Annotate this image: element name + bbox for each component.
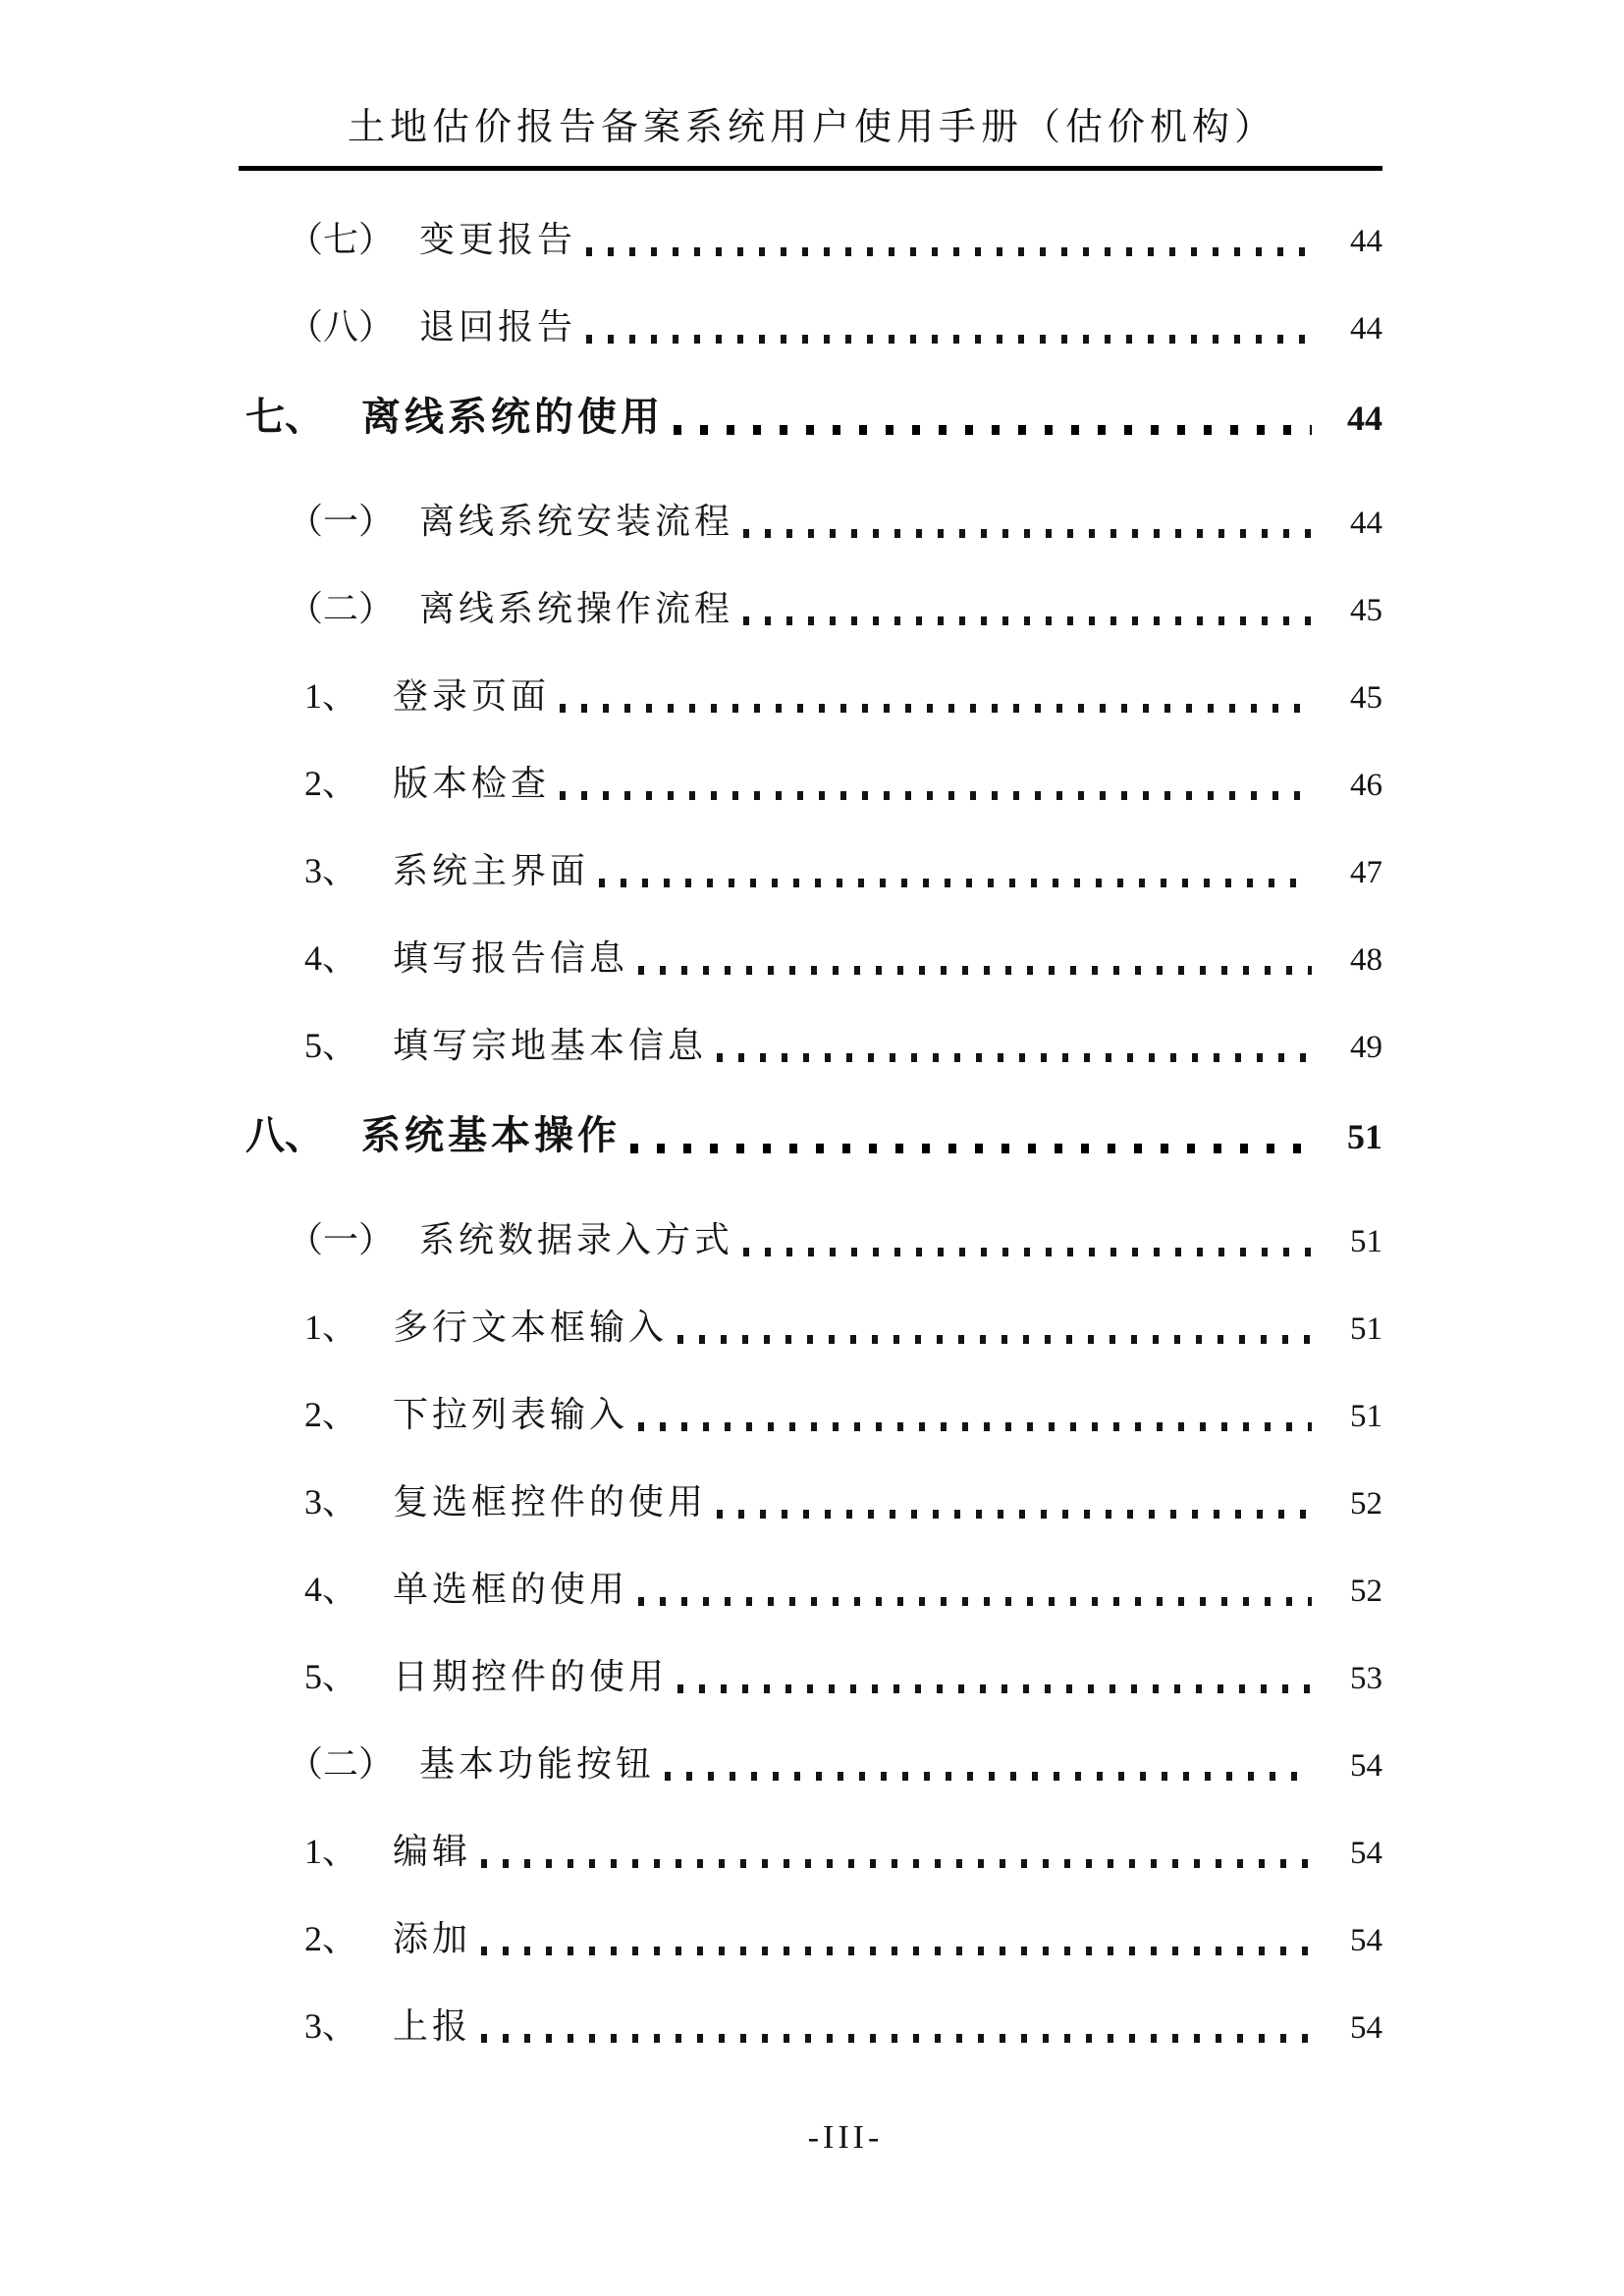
dot-leader <box>481 1947 1312 1955</box>
toc-entry-number: 1、 <box>304 1308 358 1347</box>
toc-entry-title: 版本检查 <box>393 764 551 803</box>
page-footer <box>808 2110 884 2165</box>
toc-entry-title: 变更报告 <box>419 220 577 259</box>
toc-entry-title: 填写宗地基本信息 <box>393 1026 708 1065</box>
dot-leader <box>586 335 1312 344</box>
dot-leader <box>630 1144 1312 1153</box>
toc-entry-page-number: 46 <box>1350 768 1382 803</box>
dot-leader <box>638 1597 1312 1606</box>
toc-entry-title: 添加 <box>393 1919 472 1958</box>
toc-entry-page-number: 51 <box>1347 1117 1382 1156</box>
toc-entry-page-number: 45 <box>1350 680 1382 716</box>
dot-leader <box>586 247 1312 256</box>
toc-entry[interactable] <box>0 1108 1382 1164</box>
toc-entry-page-number: 51 <box>1350 1311 1382 1347</box>
dot-leader <box>481 1859 1312 1868</box>
toc-entry-page-number: 44 <box>1350 506 1382 541</box>
toc-entry[interactable] <box>0 1215 1382 1266</box>
toc-entry-number: 2、 <box>304 1395 358 1434</box>
toc-entry-number: 3、 <box>304 851 358 890</box>
dot-leader <box>599 879 1312 887</box>
toc-entry-page-number: 47 <box>1350 855 1382 890</box>
table-of-contents <box>0 215 1382 2089</box>
toc-entry-number: 3、 <box>304 1482 358 1522</box>
toc-entry-title: 系统数据录入方式 <box>419 1220 734 1259</box>
toc-entry[interactable] <box>0 671 1382 722</box>
toc-entry-page-number: 54 <box>1350 1923 1382 1958</box>
toc-entry-title: 基本功能按钮 <box>419 1744 656 1784</box>
toc-entry[interactable] <box>0 846 1382 897</box>
toc-entry[interactable] <box>0 934 1382 985</box>
toc-entry[interactable] <box>0 497 1382 548</box>
toc-entry-title: 上报 <box>393 2006 472 2046</box>
toc-entry-number: （一） <box>288 502 395 541</box>
toc-entry-page-number: 44 <box>1347 399 1382 438</box>
toc-entry-number: 1、 <box>304 1832 358 1871</box>
toc-entry-page-number: 48 <box>1350 942 1382 978</box>
toc-entry-number: （七） <box>288 220 395 259</box>
toc-entry[interactable] <box>0 1303 1382 1354</box>
dot-leader <box>665 1772 1312 1781</box>
dot-leader <box>560 704 1312 713</box>
toc-entry[interactable] <box>0 1021 1382 1072</box>
toc-entry-number: 4、 <box>304 938 358 978</box>
toc-entry-title: 下拉列表输入 <box>393 1395 629 1434</box>
toc-entry-number: （八） <box>288 307 395 347</box>
toc-entry-page-number: 51 <box>1350 1224 1382 1259</box>
dot-leader <box>560 791 1312 800</box>
toc-entry-page-number: 54 <box>1350 1836 1382 1871</box>
toc-entry-number: （二） <box>288 1744 395 1784</box>
toc-entry[interactable] <box>0 1565 1382 1616</box>
toc-entry-number: 八、 <box>245 1113 324 1157</box>
toc-entry[interactable] <box>0 1652 1382 1703</box>
toc-entry-number: 5、 <box>304 1026 358 1065</box>
toc-entry-number: 4、 <box>304 1570 358 1609</box>
toc-entry-page-number: 52 <box>1350 1486 1382 1522</box>
toc-entry-number: （一） <box>288 1220 395 1259</box>
header-rule <box>239 166 1382 171</box>
dot-leader <box>717 1510 1312 1519</box>
toc-entry[interactable] <box>0 759 1382 810</box>
toc-entry-title: 填写报告信息 <box>393 938 629 978</box>
page-header-title: 土地估价报告备案系统用户使用手册（估价机构） <box>347 107 1277 148</box>
toc-entry-title: 登录页面 <box>393 676 551 716</box>
toc-entry-page-number: 49 <box>1350 1030 1382 1065</box>
toc-entry[interactable] <box>0 584 1382 635</box>
toc-entry-title: 复选框控件的使用 <box>393 1482 708 1522</box>
toc-entry-title: 离线系统安装流程 <box>419 502 734 541</box>
dot-leader <box>717 1053 1312 1062</box>
toc-entry-page-number: 53 <box>1350 1661 1382 1696</box>
toc-entry-page-number: 54 <box>1350 1748 1382 1784</box>
dot-leader <box>677 1335 1312 1344</box>
toc-entry[interactable] <box>0 1827 1382 1878</box>
dot-leader <box>674 425 1312 435</box>
toc-entry-number: 2、 <box>304 764 358 803</box>
toc-entry-number: 3、 <box>304 2006 358 2046</box>
toc-entry[interactable] <box>0 1914 1382 1965</box>
toc-entry-number: （二） <box>288 589 395 628</box>
toc-entry-number: 1、 <box>304 676 358 716</box>
dot-leader <box>677 1684 1312 1693</box>
toc-entry-title: 退回报告 <box>419 307 577 347</box>
toc-entry-page-number: 44 <box>1350 311 1382 347</box>
toc-entry-title: 单选框的使用 <box>393 1570 629 1609</box>
toc-entry-title: 离线系统的使用 <box>361 395 664 439</box>
toc-entry[interactable] <box>0 1390 1382 1441</box>
toc-entry[interactable] <box>0 215 1382 266</box>
toc-entry-title: 系统主界面 <box>393 851 590 890</box>
dot-leader <box>638 1422 1312 1431</box>
toc-entry-number: 七、 <box>245 395 324 439</box>
toc-entry[interactable] <box>0 1477 1382 1528</box>
toc-entry-page-number: 54 <box>1350 2010 1382 2046</box>
toc-entry-page-number: 44 <box>1350 224 1382 259</box>
dot-leader <box>743 529 1312 538</box>
dot-leader <box>743 1248 1312 1256</box>
toc-entry[interactable] <box>0 302 1382 353</box>
toc-entry[interactable] <box>0 1739 1382 1790</box>
dot-leader <box>743 616 1312 625</box>
toc-entry[interactable] <box>0 390 1382 446</box>
toc-entry-number: 5、 <box>304 1657 358 1696</box>
dot-leader <box>638 966 1312 975</box>
toc-entry-page-number: 51 <box>1350 1399 1382 1434</box>
toc-entry-title: 多行文本框输入 <box>393 1308 669 1347</box>
toc-entry-title: 日期控件的使用 <box>393 1657 669 1696</box>
toc-entry-number: 2、 <box>304 1919 358 1958</box>
toc-entry-title: 离线系统操作流程 <box>419 589 734 628</box>
toc-entry-title: 编辑 <box>393 1832 472 1871</box>
page-number-label: -III- <box>807 2119 884 2156</box>
dot-leader <box>481 2034 1312 2043</box>
toc-entry-title: 系统基本操作 <box>361 1113 621 1157</box>
toc-entry-page-number: 45 <box>1350 593 1382 628</box>
toc-entry[interactable] <box>0 2002 1382 2053</box>
toc-entry-page-number: 52 <box>1350 1574 1382 1609</box>
